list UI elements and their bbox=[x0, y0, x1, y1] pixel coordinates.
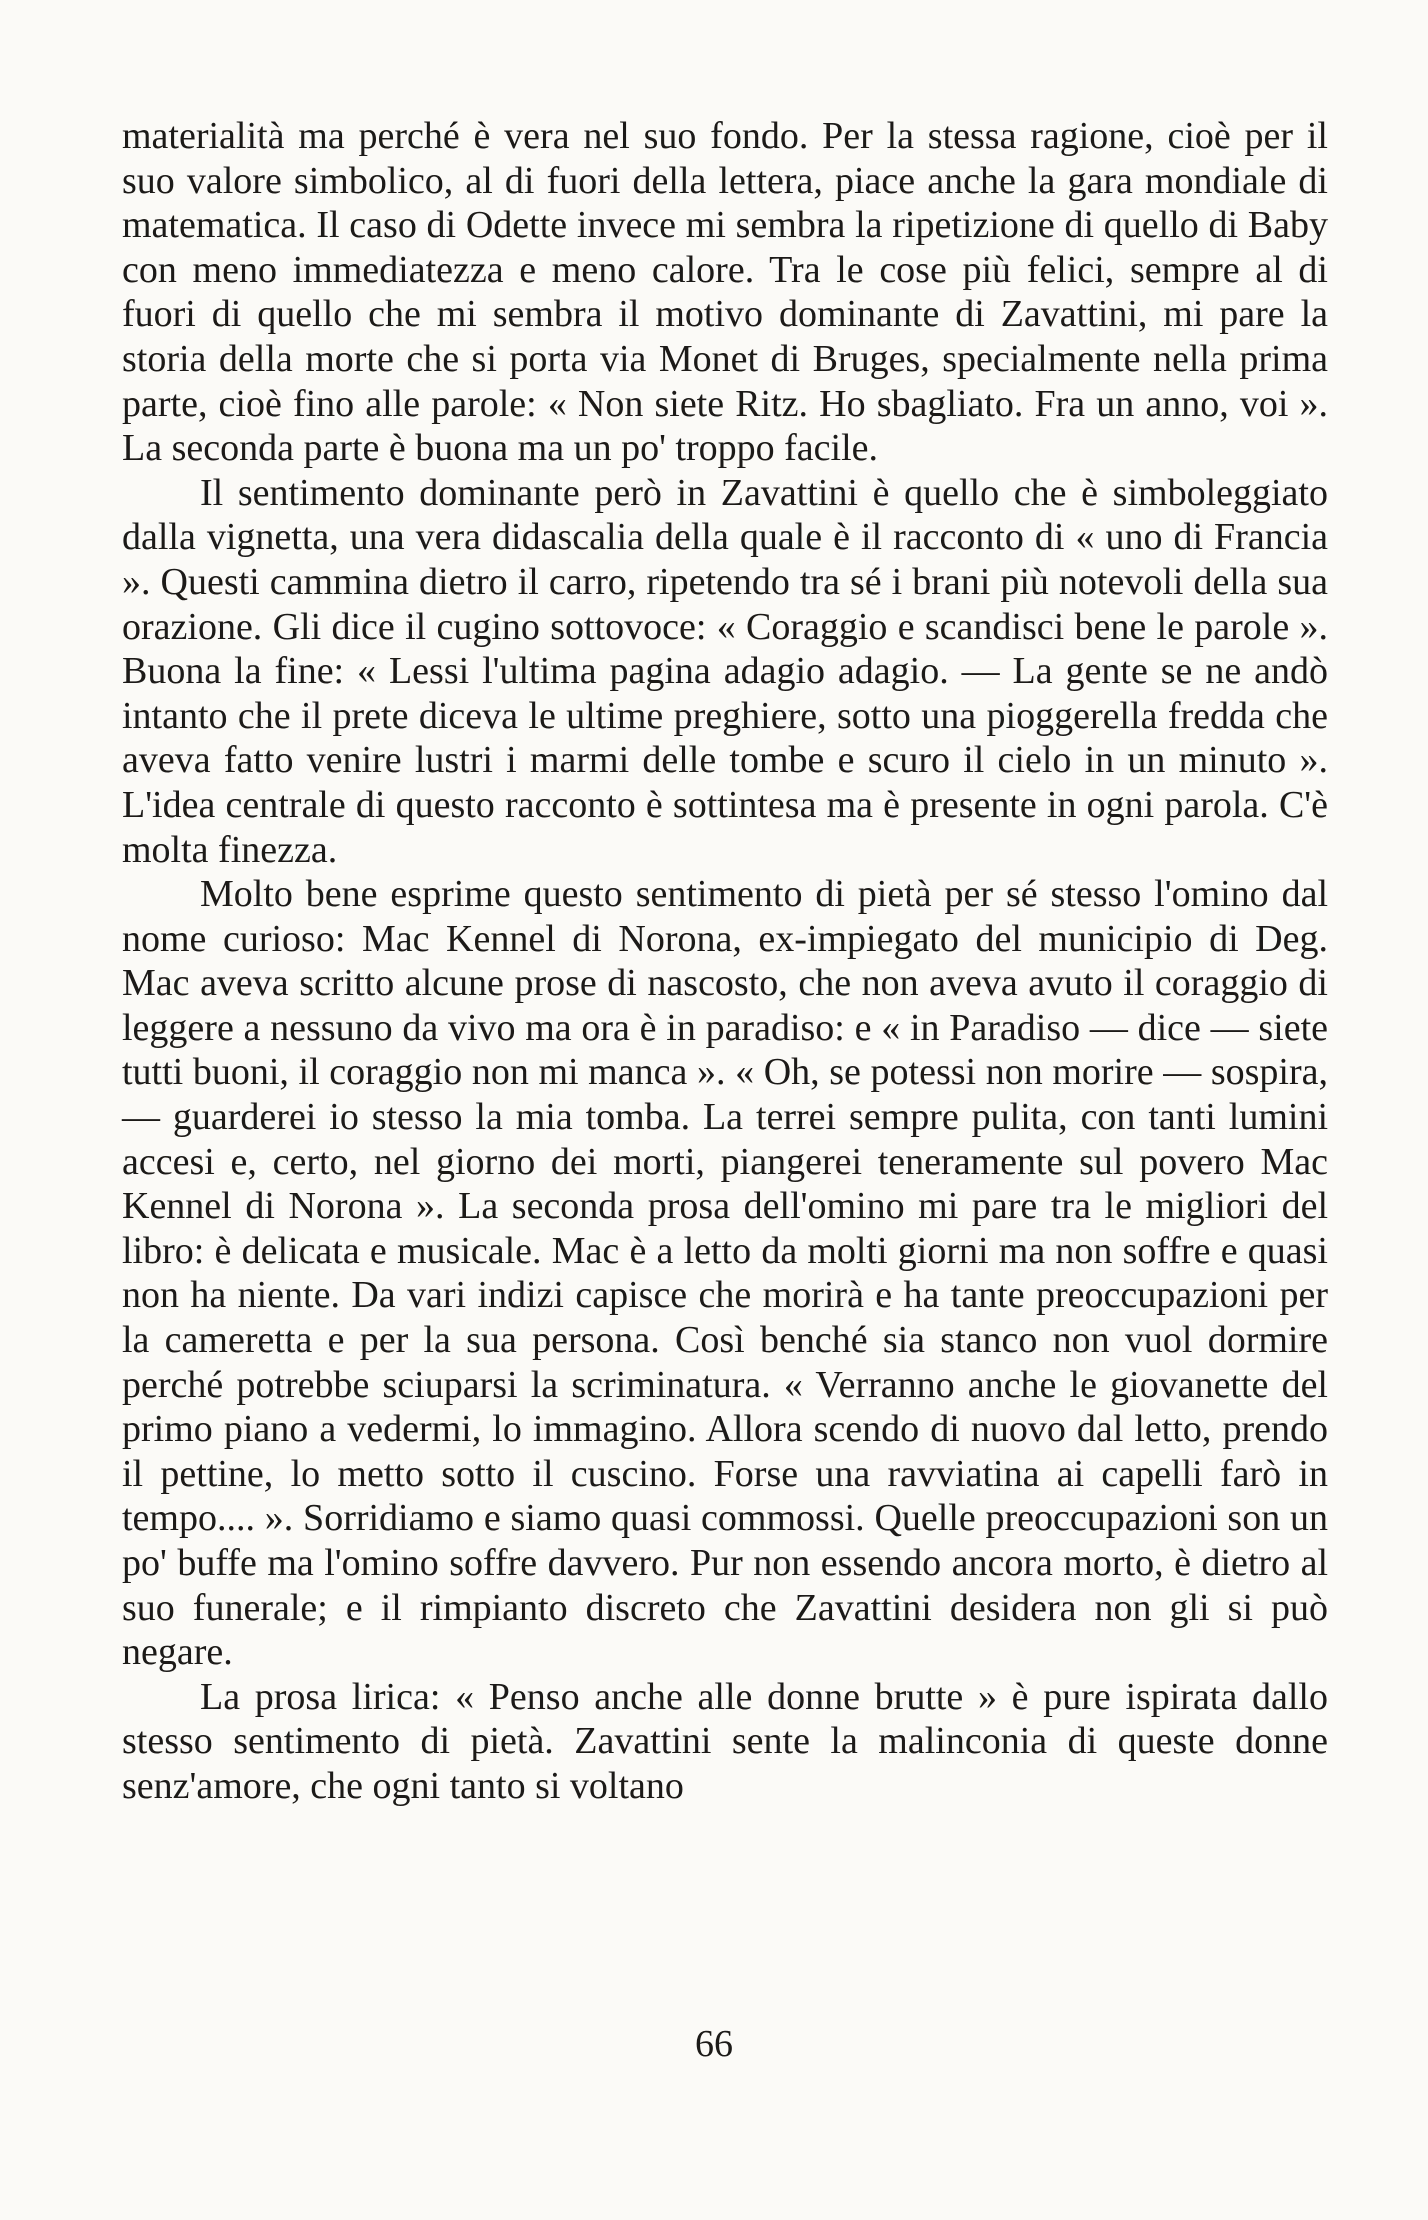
page-body bbox=[122, 114, 1328, 1809]
paragraph-3: Molto bene esprime questo sentimento di pietà per sé stesso l'omino dal nome curioso: Mac Kennel di Norona, ex-impiegato del municipio di Deg. Mac aveva scritto alcune prose di nascosto, che non aveva avuto il coraggio di leggere a nessuno da vivo ma ora è in paradiso: e « in Paradiso — dice — siete tutti buoni, il coraggio non mi manca ». « Oh, se potessi non morire — sospira, — guarderei io stesso la mia tomba. La terrei sempre pulita, con tanti lumini accesi e, certo, nel giorno dei morti, piangerei teneramente sul povero Mac Kennel di Norona ». La seconda prosa dell'omino mi pare tra le migliori del libro: è delicata e musicale. Mac è a letto da molti giorni ma non soffre e quasi non ha niente. Da vari indizi capisce che morirà e ha tante preoccupazioni per la cameretta e per la sua persona. Così benché sia stanco non vuol dormire perché potrebbe sciuparsi la scriminatura. « Verranno anche le giovanette del primo piano a vedermi, lo immagino. Allora scendo di nuovo dal letto, prendo il pettine, lo metto sotto il cuscino. Forse una ravviatina ai capelli farò in tempo.... ». Sorridiamo e siamo quasi commossi. Quelle preoccupazioni son un po' buffe ma l'omino soffre davvero. Pur non essendo ancora morto, è dietro al suo funerale; e il rimpianto discreto che Zavattini desidera non gli si può negare. bbox=[122, 873, 1328, 1674]
paragraph-1: materialità ma perché è vera nel suo fondo. Per la stessa ragione, cioè per il suo valore simbolico, al di fuori della lettera, piace anche la gara mondiale di matematica. Il caso di Odette invece mi sembra la ripetizione di quello di Baby con meno immediatezza e meno calore. Tra le cose più felici, sempre al di fuori di quello che mi sembra il motivo dominante di Zavattini, mi pare la storia della morte che si porta via Monet di Bruges, specialmente nella prima parte, cioè fino alle parole: « Non siete Ritz. Ho sbagliato. Fra un anno, voi ». La seconda parte è buona ma un po' troppo facile. bbox=[122, 115, 1328, 470]
paragraph-2: Il sentimento dominante però in Zavattini è quello che è simboleggiato dalla vignetta, una vera didascalia della quale è il racconto di « uno di Francia ». Questi cammina dietro il carro, ripetendo tra sé i brani più notevoli della sua orazione. Gli dice il cugino sottovoce: « Coraggio e scandisci bene le parole ». Buona la fine: « Lessi l'ultima pagina adagio adagio. — La gente se ne andò intanto che il prete diceva le ultime preghiere, sotto una pioggerella fredda che aveva fatto venire lustri i marmi delle tombe e scuro il cielo in un minuto ». L'idea centrale di questo racconto è sottintesa ma è presente in ogni parola. C'è molta finezza. bbox=[122, 471, 1328, 871]
paragraph-4: La prosa lirica: « Penso anche alle donne brutte » è pure ispirata dallo stesso sentimento di pietà. Zavattini sente la malinconia di queste donne senz'amore, che ogni tanto si voltano bbox=[122, 1675, 1328, 1807]
page-number: 66 bbox=[695, 2023, 733, 2065]
